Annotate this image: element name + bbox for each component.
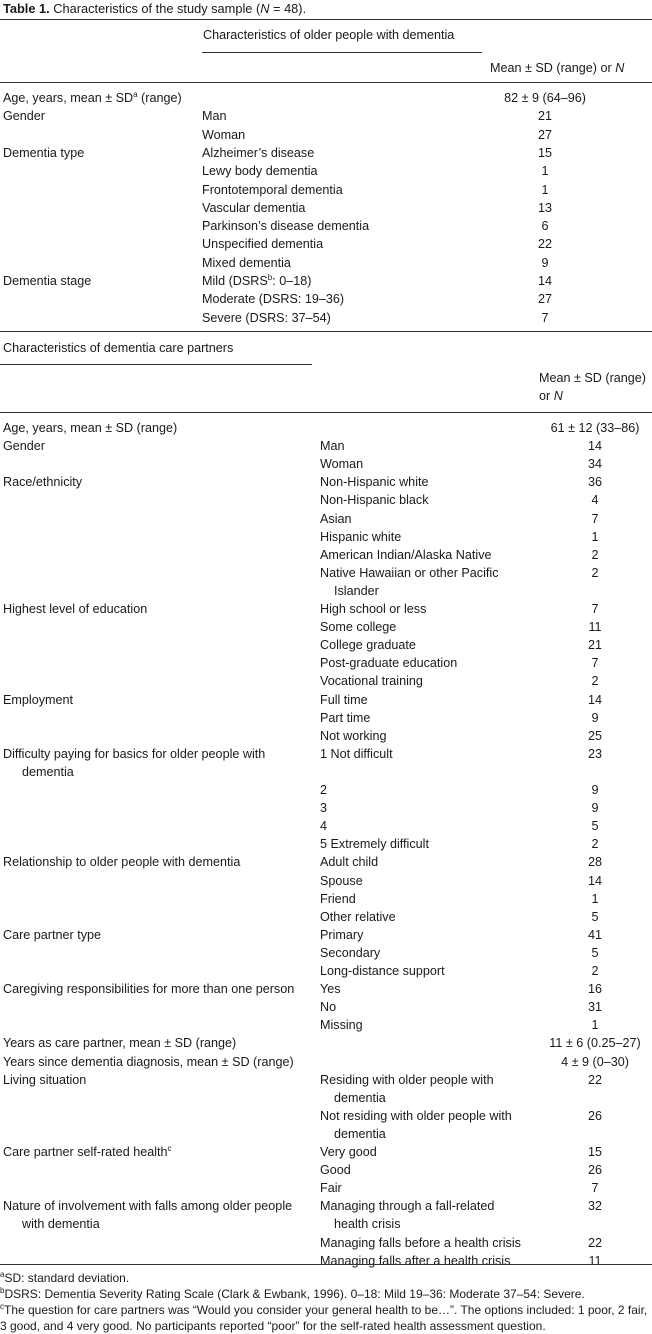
text-part: SD: standard deviation.: [4, 1271, 130, 1285]
row-value: 7: [591, 602, 599, 616]
row-value: 1: [541, 164, 549, 179]
row-value: 1: [591, 529, 599, 544]
row-label: [3, 853, 240, 871]
row-category-cont: health crisis: [334, 1217, 401, 1232]
row-label: [3, 437, 45, 455]
row-category: Some college: [320, 620, 397, 635]
section1-col-header: [490, 59, 624, 77]
text-part: Frontotemporal dementia: [202, 182, 343, 197]
row-category: [202, 290, 344, 308]
row-category: Managing through a fall-related: [320, 1199, 495, 1214]
col-header2-text: or: [539, 389, 554, 403]
row-value: 7: [591, 511, 599, 526]
row-value: 7: [591, 1181, 599, 1196]
row-value: 2: [591, 964, 599, 978]
row-label: [3, 1034, 236, 1052]
row-value: 2: [591, 674, 599, 689]
row-label: [3, 980, 294, 998]
row-value: 7: [541, 310, 549, 325]
row-value: 11: [588, 620, 602, 635]
table-number: Table 1.: [3, 1, 50, 16]
row-label: [3, 600, 147, 618]
row-label-cont: with dementia: [22, 1217, 100, 1232]
footnote-mark: a: [133, 89, 138, 99]
row-value: 5: [591, 945, 599, 960]
text-part: The question for care partners was “Would you consider your general health to be…”. The options included: 1 poor, 2 fair, 3 good, and 4 very good. No participants reported “poor” for the self-rated health assessment question.: [0, 1303, 648, 1333]
row-category: [202, 162, 318, 180]
footnote: [0, 1286, 652, 1302]
row-label: [3, 1053, 294, 1071]
text-part: Alzheimer’s disease: [202, 145, 315, 160]
row-category: Other relative: [320, 909, 396, 924]
text-part: Moderate (DSRS: 19–36): [202, 292, 345, 307]
row-category: College graduate: [320, 638, 416, 653]
text-part: : 0–18): [272, 274, 312, 288]
row-label: [3, 745, 265, 763]
text-part: Dementia type: [3, 145, 85, 160]
row-category: Woman: [320, 457, 364, 472]
row-value: 32: [587, 1199, 602, 1214]
text-part: Mild (DSRS: [202, 274, 268, 288]
row-category: Asian: [320, 511, 352, 526]
row-value: 4 ± 9 (0–30): [561, 1054, 629, 1069]
row-label: [3, 691, 73, 709]
row-value: 28: [587, 855, 602, 870]
row-category: Post-graduate education: [320, 656, 458, 671]
row-label: [3, 1197, 292, 1215]
text-part: Lewy body dementia: [202, 164, 318, 179]
text-part: Dementia stage: [3, 274, 92, 288]
text-part: Employment: [3, 692, 73, 707]
row-value: 36: [587, 475, 602, 490]
row-value: 26: [587, 1163, 602, 1178]
text-part: (range): [137, 91, 182, 105]
row-category: 4: [320, 819, 328, 834]
col-header2-n: N: [553, 389, 563, 403]
row-value: 1: [541, 182, 549, 197]
row-category-cont: dementia: [334, 1126, 386, 1141]
row-value: 9: [541, 255, 549, 270]
row-label: [3, 1071, 86, 1089]
text-part: Race/ethnicity: [3, 475, 83, 490]
text-part: Gender: [3, 109, 46, 124]
row-category: Good: [320, 1163, 351, 1178]
footnote-mark: c: [0, 1302, 4, 1311]
text-part: Years since dementia diagnosis, mean ± SD (range): [3, 1054, 294, 1069]
footnote-mark: a: [0, 1270, 5, 1279]
footnote-mark: c: [167, 1143, 172, 1153]
row-value: 13: [537, 200, 552, 215]
row-value: 15: [537, 145, 552, 160]
row-label: [3, 926, 101, 944]
row-category: Primary: [320, 927, 364, 942]
text-part: Caregiving responsibilities for more than one person: [3, 982, 295, 997]
caption-end: = 48).: [269, 1, 307, 16]
row-value: 7: [591, 656, 599, 671]
row-value: 9: [591, 710, 599, 725]
row-category: [202, 107, 227, 125]
row-value: 27: [537, 292, 552, 307]
row-value: 2: [591, 547, 599, 562]
row-label: [3, 144, 84, 162]
text-part: DSRS: Dementia Severity Rating Scale (Clark & Ewbank, 1996). 0–18: Mild 19–36: Moderate 37–54: Severe.: [4, 1287, 585, 1301]
row-category: Friend: [320, 891, 356, 906]
section2-header: Characteristics of dementia care partners: [3, 341, 234, 355]
row-category: Spouse: [320, 873, 363, 888]
row-category: Vocational training: [320, 674, 423, 689]
section2-col-header-line2: [539, 387, 563, 405]
text-part: Highest level of education: [3, 602, 148, 616]
row-value: 22: [587, 1235, 602, 1250]
row-category: [202, 126, 245, 144]
section2-head-rule: [0, 412, 652, 413]
row-category: 3: [320, 801, 328, 816]
row-category: Long-distance support: [320, 964, 445, 978]
footnote-mark: b: [0, 1286, 5, 1295]
row-category: American Indian/Alaska Native: [320, 547, 492, 562]
row-category: [202, 217, 369, 235]
row-value: 26: [587, 1108, 602, 1123]
row-category: Very good: [320, 1145, 377, 1159]
text-part: Woman: [202, 127, 246, 142]
footnote: [0, 1270, 652, 1286]
row-value: 5: [591, 909, 599, 924]
row-value: 27: [537, 127, 552, 142]
row-value: 31: [587, 1000, 602, 1015]
text-part: Years as care partner, mean ± SD (range): [3, 1036, 237, 1051]
row-value: 22: [537, 237, 552, 252]
caption-n: N: [260, 1, 270, 16]
text-part: Age, years, mean ± SD (range): [3, 421, 178, 435]
row-category: 5 Extremely difficult: [320, 837, 429, 852]
row-category: [202, 235, 323, 253]
row-category: Yes: [320, 982, 341, 997]
row-category: Managing falls before a health crisis: [320, 1235, 521, 1250]
row-category: Secondary: [320, 945, 381, 960]
table-caption: [3, 1, 306, 16]
text-part: Vascular dementia: [202, 200, 306, 215]
text-part: Care partner type: [3, 927, 102, 942]
row-category: [202, 272, 311, 290]
row-category: Residing with older people with: [320, 1072, 494, 1087]
row-value: 16: [587, 982, 602, 997]
row-value: 9: [591, 801, 599, 816]
row-category: [202, 144, 314, 162]
row-category: Adult child: [320, 855, 379, 870]
row-label: [3, 419, 177, 437]
row-value: 21: [537, 109, 552, 124]
row-category: [202, 199, 305, 217]
row-value: 25: [587, 728, 602, 743]
row-category: High school or less: [320, 602, 427, 616]
text-part: Difficulty paying for basics for older people with: [3, 746, 266, 761]
row-value: 4: [591, 493, 599, 508]
table-bottom-rule: [0, 1264, 652, 1265]
row-value: 14: [587, 692, 602, 707]
row-value: 9: [591, 783, 599, 797]
row-value: 14: [587, 439, 602, 454]
text-part: Severe (DSRS: 37–54): [202, 310, 331, 325]
row-value: 1: [591, 891, 599, 906]
text-part: Living situation: [3, 1072, 87, 1087]
row-label: [3, 107, 45, 125]
row-category: [202, 254, 291, 272]
row-label: [3, 272, 91, 290]
row-value: 82 ± 9 (64–96): [504, 91, 586, 105]
caption-text: Characteristics of the study sample (: [49, 1, 261, 16]
text-part: Mixed dementia: [202, 255, 291, 270]
col-header-text: Mean ± SD (range) or: [490, 61, 616, 75]
row-label: [3, 473, 82, 491]
row-category: Missing: [320, 1018, 363, 1033]
col-header-n: N: [615, 61, 625, 75]
row-value: 11: [588, 1253, 602, 1268]
row-label: [3, 1143, 172, 1161]
row-category: Non-Hispanic black: [320, 493, 429, 508]
row-category: Native Hawaiian or other Pacific: [320, 565, 499, 580]
row-value: 34: [587, 457, 602, 472]
text-part: Nature of involvement with falls among older people: [3, 1199, 293, 1214]
text-part: Unspecified dementia: [202, 237, 324, 252]
row-category: Hispanic white: [320, 529, 402, 544]
row-category: Part time: [320, 710, 371, 725]
text-part: Man: [202, 109, 227, 124]
row-category: Man: [320, 439, 345, 454]
footnote-mark: b: [267, 272, 273, 282]
row-value: 1: [591, 1018, 599, 1033]
row-value: 5: [591, 819, 599, 834]
row-category: [202, 309, 331, 327]
row-category: Not working: [320, 728, 387, 743]
row-category-cont: Islander: [334, 583, 379, 598]
row-value: 22: [587, 1072, 602, 1087]
top-rule: [0, 19, 652, 20]
row-value: 14: [587, 873, 602, 888]
row-category: Non-Hispanic white: [320, 475, 429, 490]
text-part: Parkinson’s disease dementia: [202, 219, 370, 234]
section1-bottom-rule: [0, 331, 652, 332]
footnote: [0, 1302, 652, 1334]
row-category: Fair: [320, 1181, 342, 1196]
row-category: Managing falls after a health crisis: [320, 1253, 511, 1268]
row-value: 23: [587, 746, 602, 761]
text-part: Care partner self-rated health: [3, 1145, 168, 1159]
row-value: 21: [587, 638, 602, 653]
row-value: 15: [587, 1145, 602, 1159]
row-value: 61 ± 12 (33–86): [550, 421, 640, 435]
row-value: 14: [537, 274, 552, 288]
row-category: 2: [320, 783, 328, 797]
section1-head-rule: [0, 82, 652, 83]
section2-col-header-line1: Mean ± SD (range): [539, 371, 647, 385]
row-value: 6: [541, 219, 549, 234]
row-category: [202, 181, 343, 199]
text-part: Age, years, mean ± SD: [3, 91, 134, 105]
row-value: 11 ± 6 (0.25–27): [549, 1036, 641, 1051]
section2-header-rule: [0, 364, 312, 365]
text-part: Relationship to older people with dementia: [3, 855, 241, 870]
text-part: Gender: [3, 439, 46, 454]
row-value: 41: [587, 927, 602, 942]
row-category: Full time: [320, 692, 368, 707]
row-value: 2: [591, 837, 599, 852]
row-category: No: [320, 1000, 337, 1015]
row-label-cont: dementia: [22, 764, 74, 779]
row-label: [3, 89, 182, 107]
row-value: 2: [591, 565, 599, 580]
section1-header-rule: [202, 52, 482, 53]
row-category: Not residing with older people with: [320, 1108, 512, 1123]
section1-header: Characteristics of older people with dementia: [203, 28, 455, 42]
row-category-cont: dementia: [334, 1090, 386, 1105]
row-category: 1 Not difficult: [320, 746, 393, 761]
